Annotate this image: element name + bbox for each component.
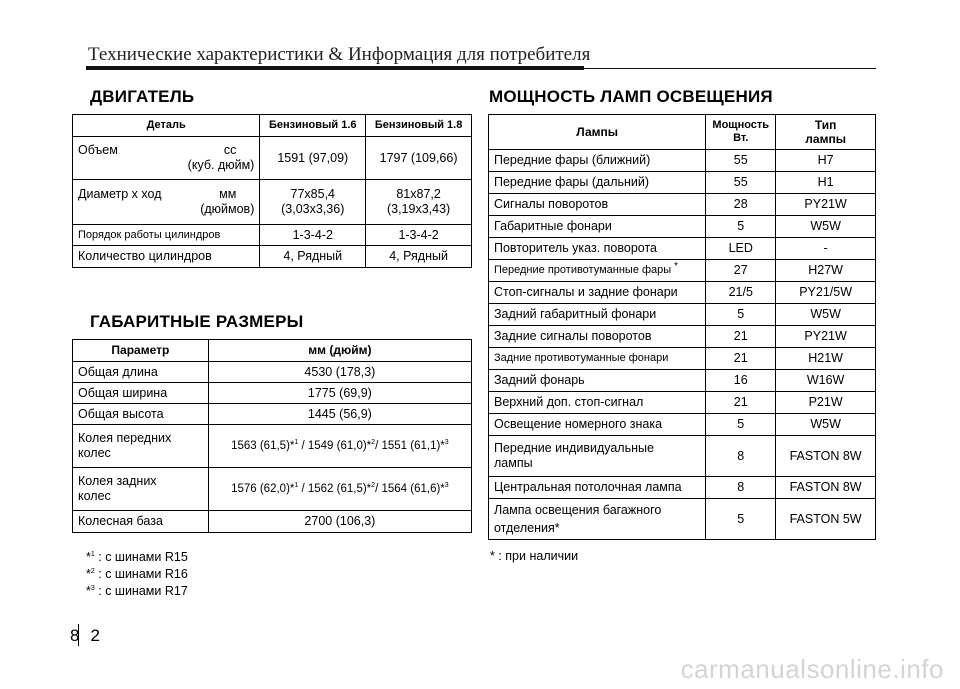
value-part: / 1562 (61,5)* <box>298 482 372 495</box>
footnote-mark: 2 <box>371 481 376 489</box>
header-line: Вт. <box>733 132 749 144</box>
lamp-name: Освещение номерного знака <box>489 414 706 436</box>
table-header-row <box>73 115 472 137</box>
table-row <box>489 370 876 392</box>
lamp-name: Задние сигналы поворотов <box>489 326 706 348</box>
lamps-section-title: МОЩНОСТЬ ЛАМП ОСВЕЩЕНИЯ <box>489 87 773 106</box>
label-unit: мм <box>219 187 237 201</box>
cell-line: 81x87,2 <box>396 187 441 201</box>
lamp-name: Задний габаритный фонари <box>489 304 706 326</box>
label-sub: (куб. дюйм) <box>187 158 255 172</box>
value-part: / 1551 (61,1)* <box>375 439 445 452</box>
lamp-power: 8 <box>706 436 776 477</box>
table-cell <box>208 468 471 511</box>
name-line: Передние индивидуальные <box>494 441 654 455</box>
header-line: Мощность <box>712 119 770 131</box>
table-row <box>73 225 472 246</box>
table-row <box>489 150 876 172</box>
page-header-title: Технические характеристики & Информация для потребителя <box>88 44 591 65</box>
footnote-text: : с шинами R16 <box>94 567 188 581</box>
lamp-type: PY21W <box>776 326 876 348</box>
value-part: / 1549 (61,0)* <box>298 439 372 452</box>
table-row <box>489 348 876 370</box>
page-number <box>70 626 100 646</box>
footnote-mark: 3 <box>444 481 449 489</box>
table-row <box>489 499 876 540</box>
row-label <box>73 137 260 180</box>
header-line: Тип <box>814 118 837 132</box>
engine-section-title: ДВИГАТЕЛЬ <box>90 87 195 106</box>
row-label: Порядок работы цилиндров <box>73 225 260 246</box>
name-line: отделения* <box>494 521 560 535</box>
lamp-power: 5 <box>706 499 776 540</box>
lamps-footnote: * : при наличии <box>490 549 579 563</box>
table-row <box>489 238 876 260</box>
footnote-star: * <box>86 567 91 581</box>
label-sub: (дюймов) <box>200 202 255 216</box>
column-header <box>776 115 876 150</box>
lamp-power: 5 <box>706 216 776 238</box>
lamp-power: 5 <box>706 414 776 436</box>
watermark-text: carmanualsonline.info <box>680 654 944 684</box>
footnote-number: 1 <box>90 551 95 558</box>
footnote-text: : с шинами R15 <box>94 550 188 564</box>
lamp-type: H27W <box>776 260 876 282</box>
lamp-power: 28 <box>706 194 776 216</box>
table-cell: 4530 (178,3) <box>208 362 471 383</box>
lamp-name: Передние фары (дальний) <box>489 172 706 194</box>
table-row <box>489 260 876 282</box>
lamp-power: 5 <box>706 304 776 326</box>
footnote-star: * <box>86 550 91 564</box>
header-line: лампы <box>805 132 846 146</box>
table-row <box>73 137 472 180</box>
table-row <box>73 468 472 511</box>
cell-line: (3,19x3,43) <box>386 202 451 216</box>
lamp-power: LED <box>706 238 776 260</box>
table-row <box>489 414 876 436</box>
column-header: мм (дюйм) <box>208 340 471 362</box>
label-text: Объем <box>78 143 118 157</box>
value-part: 1563 (61,5)* <box>231 439 295 452</box>
lamp-type: - <box>776 238 876 260</box>
lamp-name: Задний фонарь <box>489 370 706 392</box>
row-label <box>73 180 260 225</box>
cell-line: 77x85,4 <box>290 187 335 201</box>
dimensions-section-title: ГАБАРИТНЫЕ РАЗМЕРЫ <box>90 312 304 331</box>
table-row <box>489 194 876 216</box>
table-row <box>489 304 876 326</box>
label-line: колес <box>78 489 111 503</box>
table-cell: 1591 (97,09) <box>260 137 366 180</box>
lamp-power: 21/5 <box>706 282 776 304</box>
table-row <box>73 246 472 268</box>
footnote-star: * <box>86 584 91 598</box>
dimensions-table <box>72 339 472 533</box>
footnote <box>86 567 188 584</box>
lamp-type: PY21W <box>776 194 876 216</box>
footnote-mark: 1 <box>294 481 299 489</box>
lamp-power: 21 <box>706 392 776 414</box>
row-label: Колесная база <box>73 511 209 533</box>
footnote-number: 2 <box>90 568 95 575</box>
lamps-table <box>488 114 876 540</box>
lamp-name: Центральная потолочная лампа <box>489 477 706 499</box>
row-label: Общая высота <box>73 404 209 425</box>
footnote-mark: 2 <box>371 438 376 446</box>
lamp-type: H1 <box>776 172 876 194</box>
lamp-name <box>489 436 706 477</box>
label-text: Диаметр х ход <box>78 187 162 201</box>
lamp-type: W16W <box>776 370 876 392</box>
row-label <box>73 425 209 468</box>
footnote <box>86 550 188 567</box>
availability-mark: * <box>671 261 678 272</box>
table-cell: 1-3-4-2 <box>260 225 366 246</box>
table-cell <box>208 425 471 468</box>
table-row <box>489 282 876 304</box>
lamp-power: 21 <box>706 348 776 370</box>
lamp-type: FASTON 5W <box>776 499 876 540</box>
lamp-name: Стоп-сигналы и задние фонари <box>489 282 706 304</box>
column-header: Параметр <box>73 340 209 362</box>
table-cell: 1445 (56,9) <box>208 404 471 425</box>
dimensions-footnotes <box>86 550 188 601</box>
footnote-text: : с шинами R17 <box>94 584 188 598</box>
label-unit: cc <box>223 143 237 157</box>
table-row <box>73 180 472 225</box>
row-label: Количество цилиндров <box>73 246 260 268</box>
lamp-type: P21W <box>776 392 876 414</box>
lamp-type: H21W <box>776 348 876 370</box>
label-line: Колея задних <box>78 474 157 488</box>
footnote-number: 3 <box>90 585 95 592</box>
column-header <box>706 115 776 150</box>
lamp-name <box>489 499 706 540</box>
table-row <box>489 216 876 238</box>
lamp-type: W5W <box>776 304 876 326</box>
row-label: Общая ширина <box>73 383 209 404</box>
lamp-power: 21 <box>706 326 776 348</box>
cell-line: (3,03x3,36) <box>281 202 345 216</box>
label-line: Колея передних <box>78 431 172 445</box>
footnote-mark: 3 <box>444 438 449 446</box>
table-cell <box>260 180 366 225</box>
lamp-type: W5W <box>776 216 876 238</box>
table-header-row <box>489 115 876 150</box>
table-row <box>489 326 876 348</box>
row-label: Общая длина <box>73 362 209 383</box>
lamp-power: 27 <box>706 260 776 282</box>
name-line: Лампа освещения багажного <box>494 503 662 517</box>
table-row <box>489 392 876 414</box>
value-part: / 1564 (61,6)* <box>375 482 445 495</box>
footnote <box>86 584 188 601</box>
table-cell: 4, Рядный <box>366 246 472 268</box>
table-cell: 2700 (106,3) <box>208 511 471 533</box>
column-header: Бензиновый 1.8 <box>366 115 472 137</box>
table-row <box>73 425 472 468</box>
lamp-power: 8 <box>706 477 776 499</box>
lamp-name: Передние фары (ближний) <box>489 150 706 172</box>
footnote-mark: 1 <box>294 438 299 446</box>
header-rule <box>86 66 584 70</box>
table-row <box>73 383 472 404</box>
column-header: Бензиновый 1.6 <box>260 115 366 137</box>
page-number-page: 2 <box>90 626 100 645</box>
lamp-name: Габаритные фонари <box>489 216 706 238</box>
label-line: колес <box>78 446 111 460</box>
name-line: лампы <box>494 456 533 470</box>
table-cell: 1775 (69,9) <box>208 383 471 404</box>
header-rule-thin <box>584 68 876 69</box>
table-row <box>489 477 876 499</box>
lamp-power: 55 <box>706 172 776 194</box>
lamp-name: Сигналы поворотов <box>489 194 706 216</box>
lamp-name-text: Передние противотуманные фары <box>494 264 672 276</box>
lamp-power: 55 <box>706 150 776 172</box>
table-row <box>73 362 472 383</box>
table-row <box>489 172 876 194</box>
column-header: Лампы <box>489 115 706 150</box>
column-header: Деталь <box>73 115 260 137</box>
lamp-name: Задние противотуманные фонари <box>489 348 706 370</box>
engine-table <box>72 114 472 268</box>
table-row <box>73 511 472 533</box>
table-cell: 1797 (109,66) <box>366 137 472 180</box>
row-label <box>73 468 209 511</box>
lamp-type: H7 <box>776 150 876 172</box>
lamp-type: FASTON 8W <box>776 477 876 499</box>
lamp-type: PY21/5W <box>776 282 876 304</box>
table-cell: 4, Рядный <box>260 246 366 268</box>
table-header-row <box>73 340 472 362</box>
table-cell <box>366 180 472 225</box>
value-part: 1576 (62,0)* <box>231 482 295 495</box>
lamp-type: W5W <box>776 414 876 436</box>
lamp-name <box>489 260 706 282</box>
lamp-name: Верхний доп. стоп-сигнал <box>489 392 706 414</box>
table-row <box>489 436 876 477</box>
lamp-type: FASTON 8W <box>776 436 876 477</box>
lamp-power: 16 <box>706 370 776 392</box>
lamp-name: Повторитель указ. поворота <box>489 238 706 260</box>
table-cell: 1-3-4-2 <box>366 225 472 246</box>
table-row <box>73 404 472 425</box>
page-number-chapter: 8 <box>70 626 80 645</box>
